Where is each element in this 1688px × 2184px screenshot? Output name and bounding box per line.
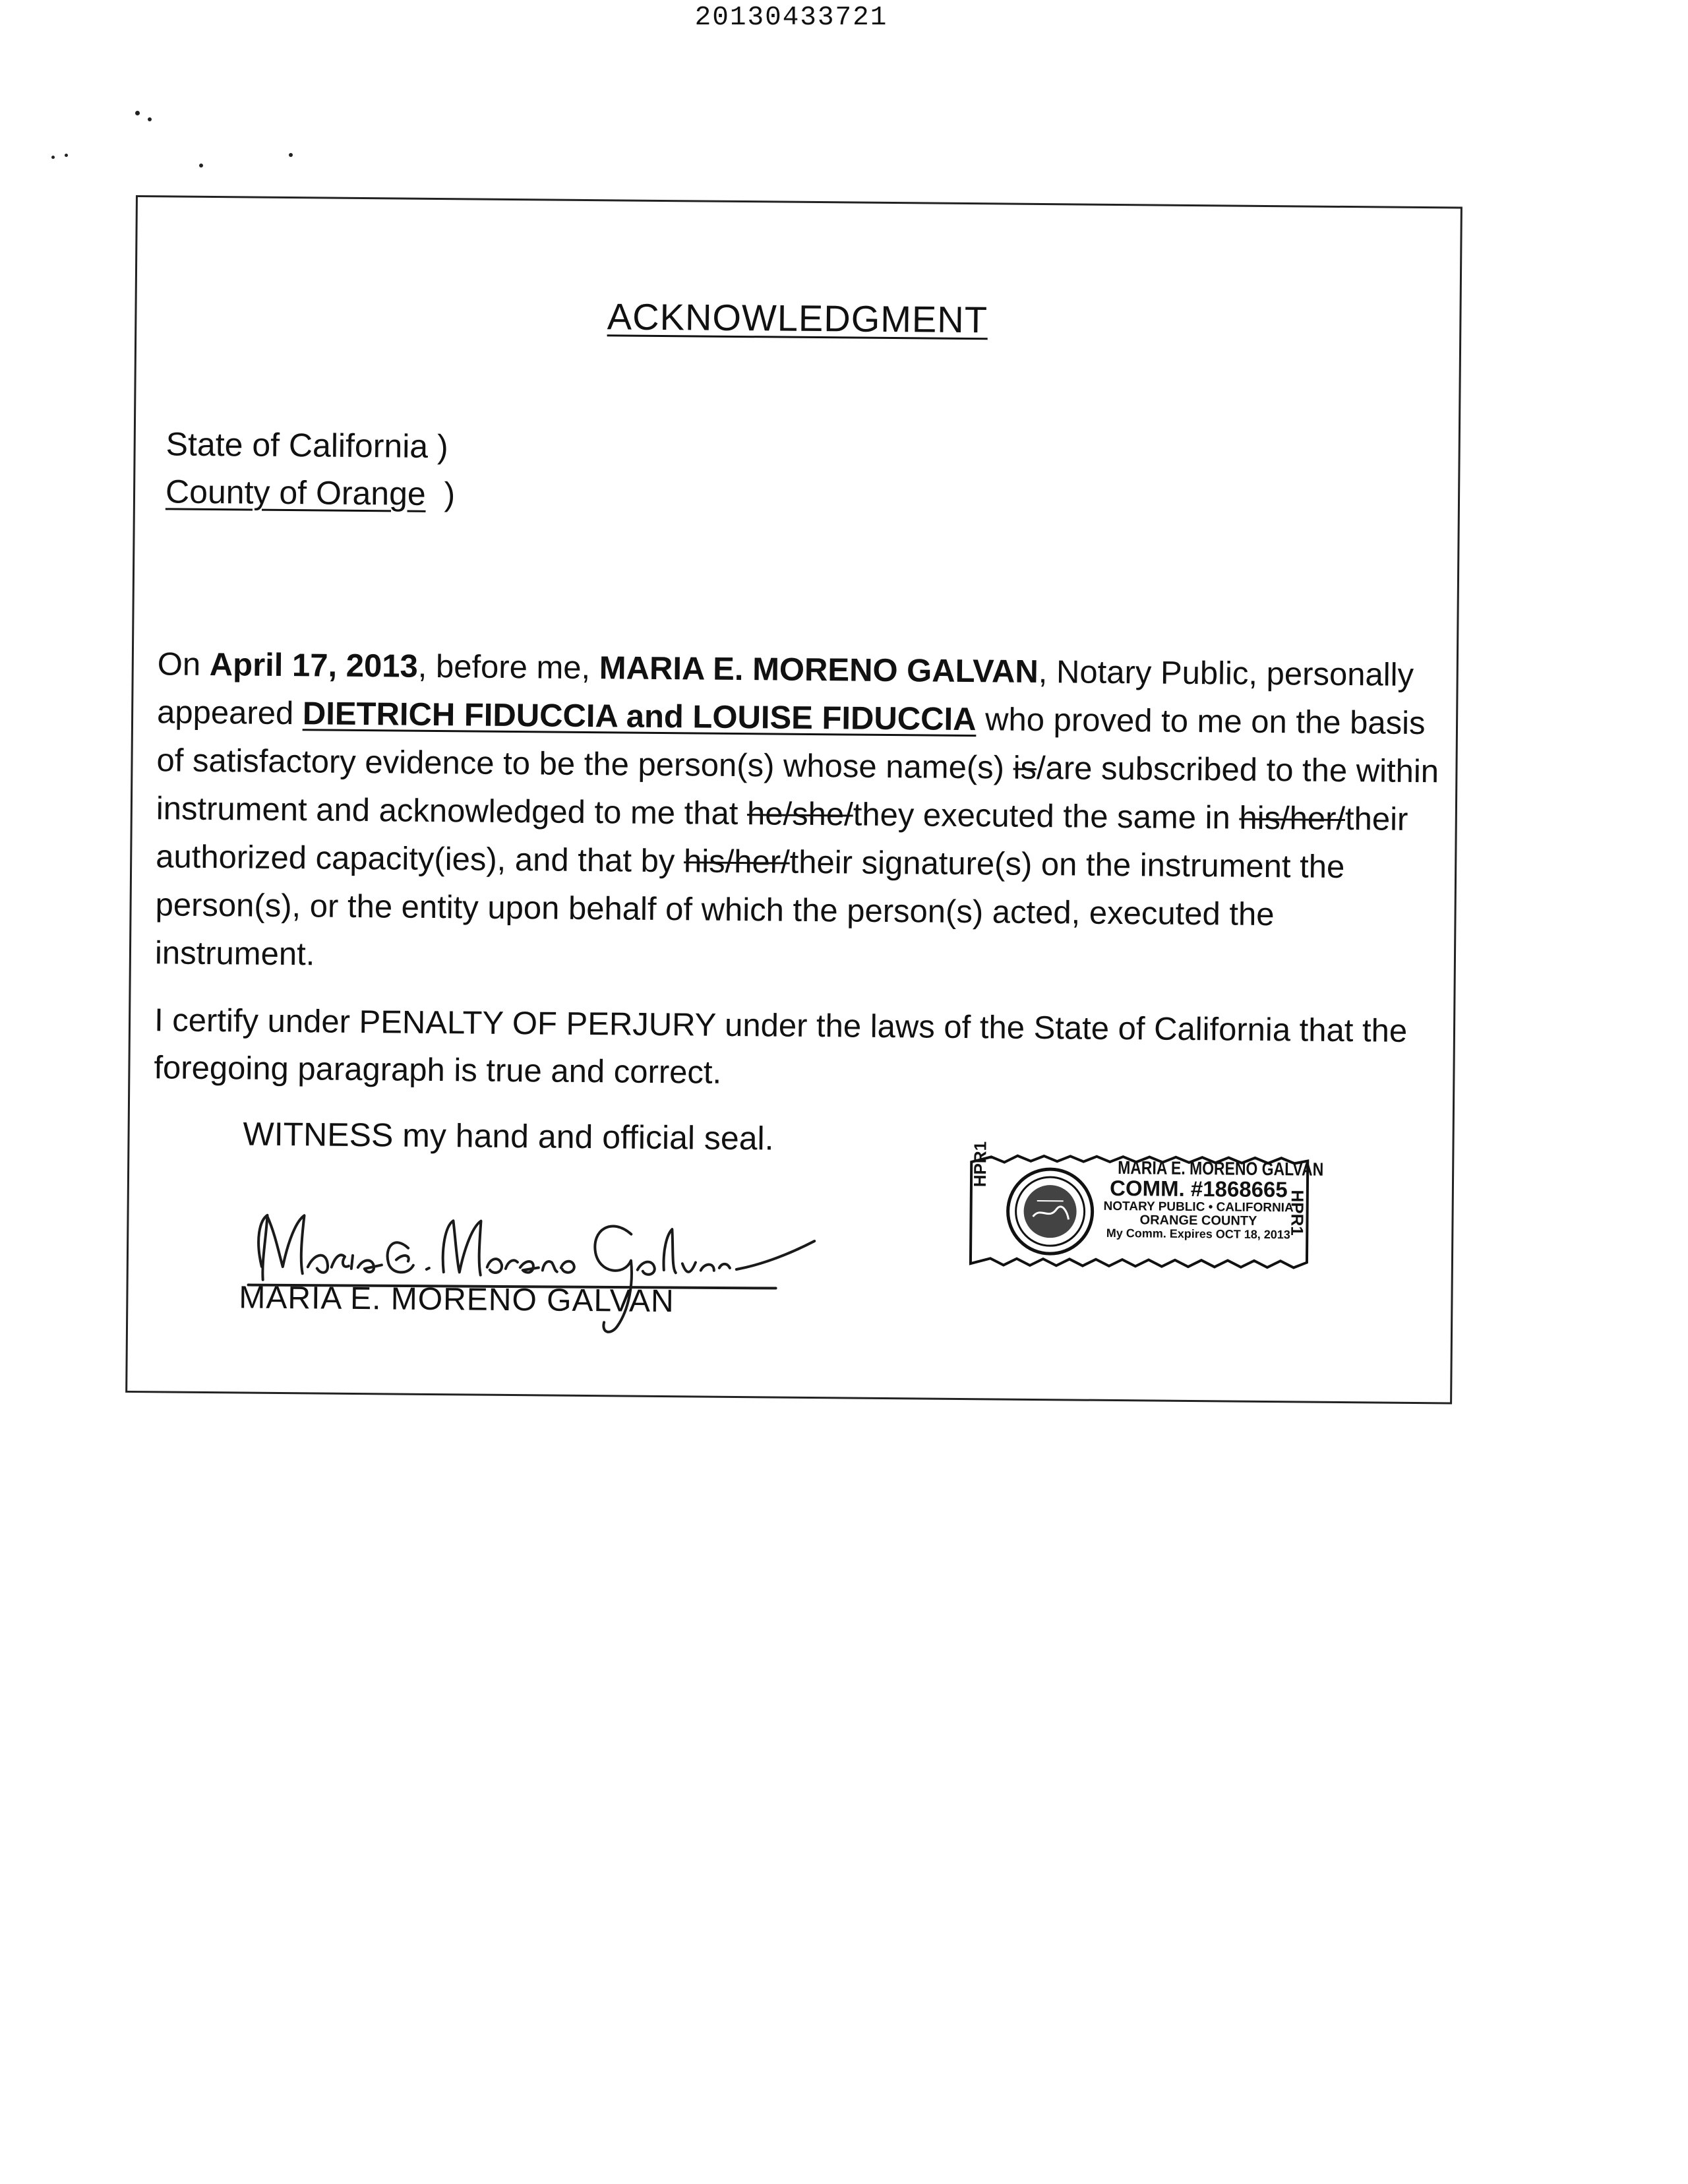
- stamp-text-block: [1099, 1157, 1324, 1242]
- notary-name: MARIA E. MORENO GALVAN: [599, 650, 1039, 690]
- venue-state-paren: ): [437, 428, 448, 466]
- acknowledgment-content: [152, 197, 1445, 1320]
- venue-county-paren: ): [444, 475, 456, 513]
- struck-text: his/her/: [683, 843, 790, 880]
- signer-names: DIETRICH FIDUCCIA and LOUISE FIDUCCIA: [302, 696, 977, 738]
- scan-speck: [148, 117, 152, 121]
- notary-printed-name: MARIA E. MORENO GALVAN: [239, 1280, 675, 1320]
- scan-speck: [135, 111, 140, 115]
- scan-speck: [289, 153, 293, 157]
- scan-speck: [199, 164, 203, 167]
- stamp-notary-public: NOTARY PUBLIC • CALIFORNIA: [1103, 1199, 1294, 1215]
- acknowledgment-date: April 17, 2013: [209, 647, 418, 684]
- witness-line: WITNESS my hand and official seal.: [243, 1115, 774, 1157]
- stamp-county: ORANGE COUNTY: [1139, 1213, 1257, 1228]
- venue-county: County of Orange: [165, 473, 426, 512]
- scan-speck: [65, 154, 68, 157]
- perjury-certification: I certify under PENALTY OF PERJURY under the laws of the State of California that the foregoing paragraph is true and correct.: [154, 1002, 1408, 1091]
- venue-county-line: [166, 468, 456, 518]
- notary-stamp: [964, 1141, 1324, 1276]
- venue-state: State of California: [166, 425, 429, 465]
- acknowledgment-box: [125, 195, 1462, 1404]
- venue-state-line: [166, 420, 456, 470]
- stamp-commission: COMM. #1868665: [1109, 1176, 1288, 1202]
- stamp-side-code-right: HPR1: [1287, 1190, 1308, 1236]
- notary-signature: [235, 1167, 829, 1350]
- acknowledgment-paragraph: On April 17, 2013, before me, MARIA E. MORENO GALVAN, Notary Public, personally appeared DIETRICH FIDUCCIA and LOUISE FIDUCCIA who proved to me on the basis of satisfactory evidence to be the person(s) whose name(s) is/are subscribed to the within instrument and acknowledged to me that he/she/they executed the same in his/her/their authorized capacity(ies), and that by his/her/their signature(s) on the instrument the person(s), or the entity upon behalf of which the person(s) acted, executed the instrument.: [154, 646, 1439, 973]
- stamp-name: MARIA E. MORENO GALVAN: [1118, 1157, 1324, 1180]
- document-title: ACKNOWLEDGMENT: [607, 295, 988, 341]
- venue-block: [166, 420, 456, 518]
- document-number: 20130433721: [694, 3, 888, 33]
- struck-text: his/her/: [1239, 800, 1346, 837]
- stamp-side-code-left: HPR1: [969, 1141, 990, 1188]
- stamp-expiration: My Comm. Expires OCT 18, 2013: [1106, 1226, 1290, 1242]
- struck-text: he/she/: [746, 796, 853, 833]
- struck-text: is: [1013, 750, 1037, 786]
- scan-speck: [51, 156, 55, 159]
- signature-scrawl: [235, 1167, 829, 1350]
